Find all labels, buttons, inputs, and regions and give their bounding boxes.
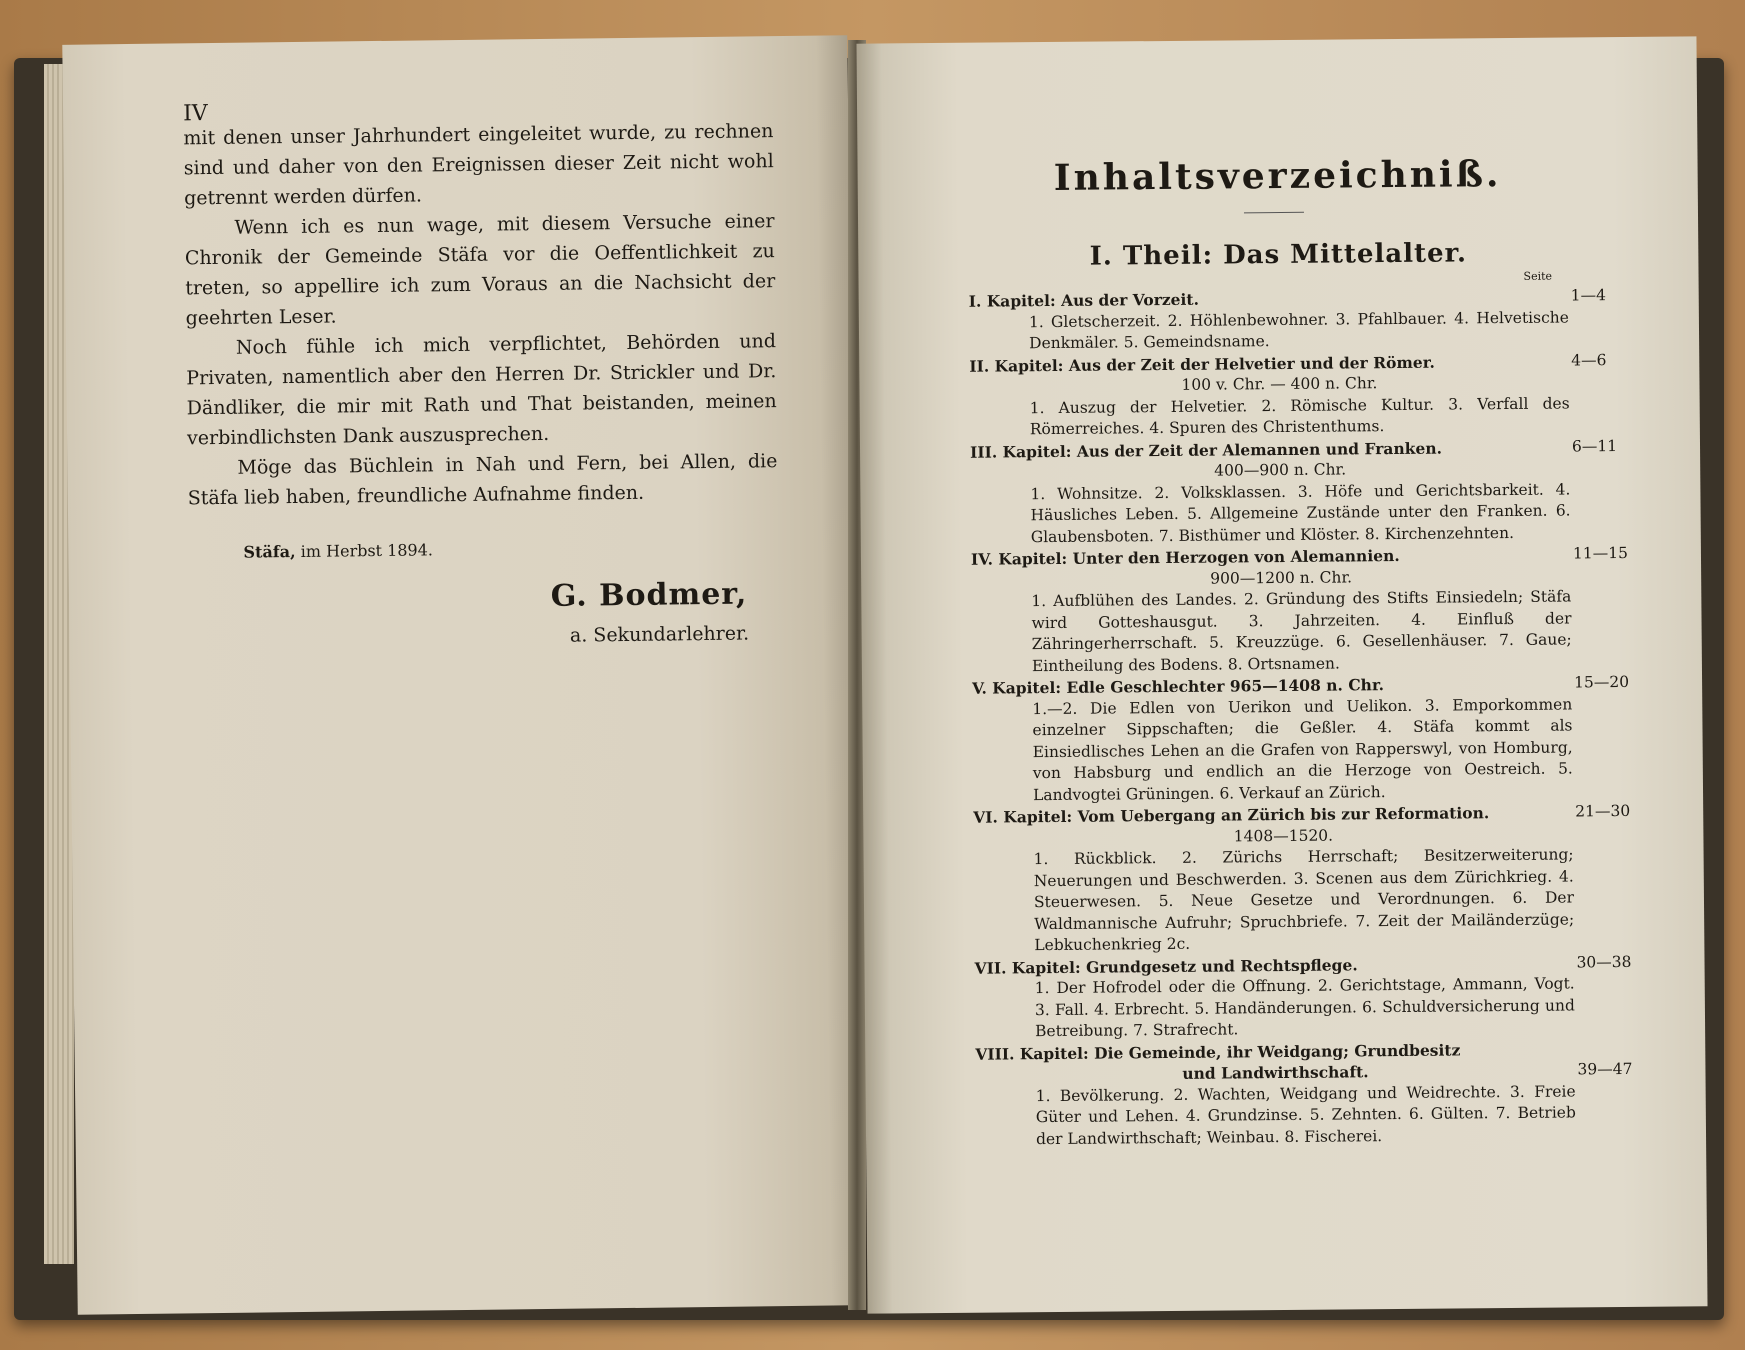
toc-chapter [972,672,1630,806]
preface-text [183,116,778,513]
chapter-pages: 39—47 [1577,1059,1633,1078]
chapter-pages: 1—4 [1570,286,1607,305]
chapter-date: 1408—1520. [1233,826,1334,845]
chapter-title: IV. Kapitel: Unter den Herzogen von Alemannien. [970,545,1400,569]
page-number: IV [182,101,208,127]
toc-title: Inhaltsverzeichniß. [1053,153,1502,199]
toc-chapter [970,543,1628,677]
title-divider [1244,212,1304,214]
chapter-date: 900—1200 n. Chr. [1210,567,1353,588]
seite-label: Seite [1523,269,1553,283]
chapter-title: III. Kapitel: Aus der Zeit der Alemannen und Franken. [969,438,1443,462]
chapter-date: 400—900 n. Chr. [1214,460,1347,480]
paragraph: mit denen unser Jahrhundert eingeleitet wurde, zu rechnen sind und daher von den Ereignissen dieser Zeit nicht wohl getrennt werden dürfen. [183,120,774,210]
toc-chapter [968,285,1607,355]
chapter-pages: 21—30 [1575,801,1631,821]
chapter-contents: 1. Wohnsitze. 2. Volksklassen. 3. Höfe und Gerichtsbarkeit. 4. Häusliches Leben. 5. Allgemeine Zustände unter den Franken. 6. Glaubensboten. 7. Bisthümer und Klöster. 8. Kirchenzehnten. [1030,479,1571,546]
paragraph: Möge das Büchlein in Nah und Fern, bei Allen, die Stäfa lieb haben, freundliche Aufnahme finden. [187,450,778,510]
chapter-pages: 15—20 [1573,672,1630,692]
author-signature: G. Bodmer, [550,576,748,614]
toc-chapter [973,801,1631,957]
place-date [243,540,433,561]
chapter-contents: 1. Der Hofrodel oder die Offnung. 2. Gerichtstage, Ammann, Vogt. 3. Fall. 4. Erbrecht. 5. Handänderungen. 6. Schuldversicherung und Betreibung. 7. Strafrecht. [1034,974,1575,1041]
chapter-pages: 6—11 [1571,436,1618,455]
chapter-contents: 1.—2. Die Edlen von Uerikon und Uelikon. 3. Emporkommen einzelner Sippschaften; die Geßler. 4. Stäfa kommt als Einsiedlisches Lehen an die Grafen von Rapperswyl, von Homburg, von Habsburg und endlich an die Herzoge von Oestreich. 5. Landvogtei Grüningen. 6. Verkauf an Zürich. [1032,694,1573,804]
chapter-title: I. Kapitel: Aus der Vorzeit. [968,289,1200,311]
chapter-contents: 1. Bevölkerung. 2. Wachten, Weidgang und Weidrechte. 3. Freie Güter und Lehen. 4. Grundzinse. 5. Zehnten. 6. Gülten. 7. Betrieb der Landwirthschaft; Weinbau. 8. Fischerei. [1035,1081,1576,1148]
chapter-contents: 1. Gletscherzeit. 2. Höhlenbewohner. 3. Pfahlbauer. 4. Helvetische Denkmäler. 5. Gemeindsname. [1028,307,1569,353]
chapter-contents: 1. Aufblühen des Landes. 2. Gründung des Stifts Einsiedeln; Stäfa wird Gotteshausgut. 3. Jahrzeiten. 4. Einfluß der Zähringerherrschaft. 5. Kreuzzüge. 6. Gesellenhäuser. 7. Gaue; Eintheilung des Bodens. 8. Ortsnamen. [1031,587,1572,675]
chapter-title: VII. Kapitel: Grundgesetz und Rechtspflege. [974,954,1358,978]
chapter-title: II. Kapitel: Aus der Zeit der Helvetier und der Römer. [969,352,1435,376]
paragraph: Noch fühle ich mich verpflichtet, Behörden und Privaten, namentlich aber den Herren Dr. Strickler und Dr. Dändliker, die mir mit Rath und That beistanden, meinen verbindlichsten Dank auszusprechen. [186,330,777,450]
chapter-title: VIII. Kapitel: Die Gemeinde, ihr Weidgang; Grundbesitz [975,1039,1461,1064]
toc-chapter [969,350,1607,441]
chapter-pages: 4—6 [1571,350,1607,369]
part-heading: I. Theil: Das Mittelalter. [1089,238,1468,272]
toc-chapter [975,1038,1633,1151]
author-role: a. Sekundarlehrer. [569,622,750,647]
left-page [62,35,862,1314]
chapter-pages: 11—15 [1572,543,1628,563]
chapter-title: V. Kapitel: Edle Geschlechter 965—1408 n. Chr. [972,675,1385,698]
paragraph: Wenn ich es nun wage, mit diesem Versuche einer Chronik der Gemeinde Stäfa vor die Oeffentlichkeit zu treten, so appellire ich zum Voraus an die Nachsicht der geehrten Leser. [184,210,776,330]
chapter-title-cont: und Landwirthschaft. [1182,1062,1369,1083]
chapter-contents: 1. Rückblick. 2. Zürichs Herrschaft; Besitzerweiterung; Neuerungen und Beschwerden. 3. Scenen aus dem Zürichkrieg. 4. Steuerwesen. 5. Neue Gesetze und Verordnungen. 6. Der Waldmannische Aufruhr; Spruchbriefe. 7. Zeit der Mailänderzüge; Lebkuchenkrieg 2c. [1033,845,1575,955]
chapter-contents: 1. Auszug der Helvetier. 2. Römische Kultur. 3. Verfall des Römerreiches. 4. Spuren des Christenthums. [1029,393,1570,439]
right-page [856,36,1707,1313]
place: Stäfa, [243,542,296,562]
toc-list [968,285,1633,1150]
chapter-pages: 30—38 [1576,952,1632,971]
chapter-title: VI. Kapitel: Vom Uebergang an Zürich bis zur Reformation. [973,803,1490,827]
date: im Herbst 1894. [300,540,434,561]
chapter-date: 100 v. Chr. — 400 n. Chr. [1181,374,1378,394]
toc-chapter [974,952,1632,1043]
toc-chapter [969,436,1618,549]
